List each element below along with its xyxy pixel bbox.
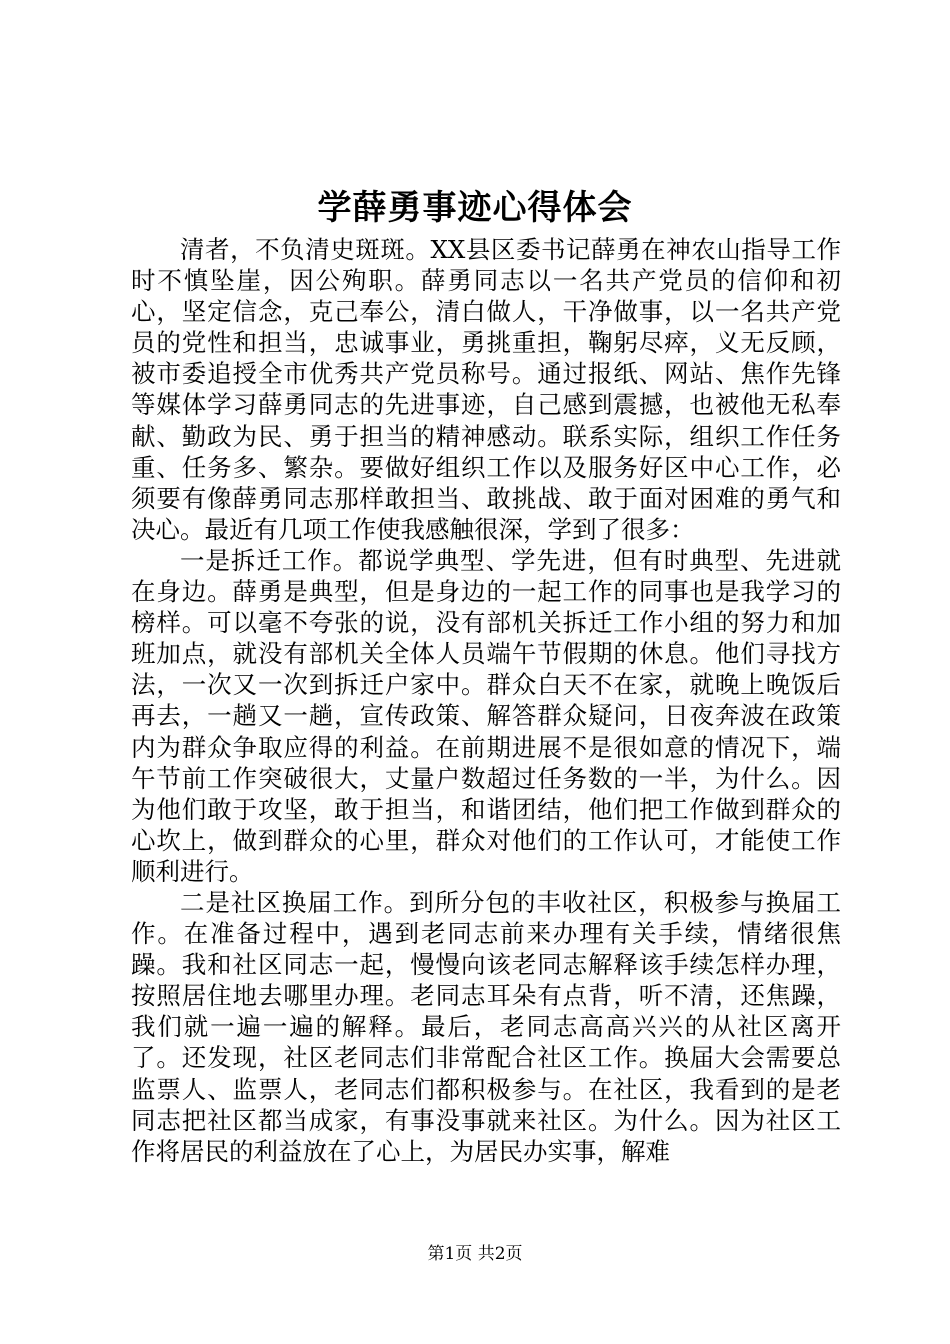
paragraph-demolition-work: 一是拆迁工作。都说学典型、学先进，但有时典型、先进就在身边。薛勇是典型，但是身边的一起工作的同事也是我学习的榜样。可以毫不夸张的说，没有部机关拆迁工作小组的努力和加班加点，就没有部机关全体人员端午节假期的休息。他们寻找方法，一次又一次到拆迁户家中。群众白天不在家，就晚上晚饭后再去，一趟又一趟，宣传政策、解答群众疑问，日夜奔波在政策内为群众争取应得的利益。在前期进展不是很如意的情况下，端午节前工作突破很大，丈量户数超过任务数的一半，为什么。因为他们敢于攻坚，敢于担当，和谐团结，他们把工作做到群众的心坎上，做到群众的心里，群众对他们的工作认可，才能使工作顺利进行。	[131, 545, 841, 886]
paragraph-community-election: 二是社区换届工作。到所分包的丰收社区，积极参与换届工作。在准备过程中，遇到老同志前来办理有关手续，情绪很焦躁。我和社区同志一起，慢慢向该老同志解释该手续怎样办理，按照居住地去哪里办理。老同志耳朵有点背，听不清，还焦躁，我们就一遍一遍的解释。最后，老同志高高兴兴的从社区离开了。还发现，社区老同志们非常配合社区工作。换届大会需要总监票人、监票人，老同志们都积极参与。在社区，我看到的是老同志把社区都当成家，有事没事就来社区。为什么。因为社区工作将居民的利益放在了心上，为居民办实事，解难	[131, 887, 841, 1166]
paragraph-intro: 清者，不负清史斑斑。XX县区委书记薛勇在神农山指导工作时不慎坠崖，因公殉职。薛勇同志以一名共产党员的信仰和初心，坚定信念，克己奉公，清白做人，干净做事，以一名共产党员的党性和担当，忠诚事业，勇挑重担，鞠躬尽瘁，义无反顾，被市委追授全市优秀共产党员称号。通过报纸、网站、焦作先锋等媒体学习薛勇同志的先进事迹，自己感到震撼，也被他无私奉献、勤政为民、勇于担当的精神感动。联系实际，组织工作任务重、任务多、繁杂。要做好组织工作以及服务好区中心工作，必须要有像薛勇同志那样敢担当、敢挑战、敢于面对困难的勇气和决心。最近有几项工作使我感触很深，学到了很多：	[131, 235, 841, 544]
document-title: 学薛勇事迹心得体会	[317, 188, 633, 228]
page-footer: 第1页 共2页	[427, 1244, 523, 1264]
document-body	[131, 234, 841, 1167]
